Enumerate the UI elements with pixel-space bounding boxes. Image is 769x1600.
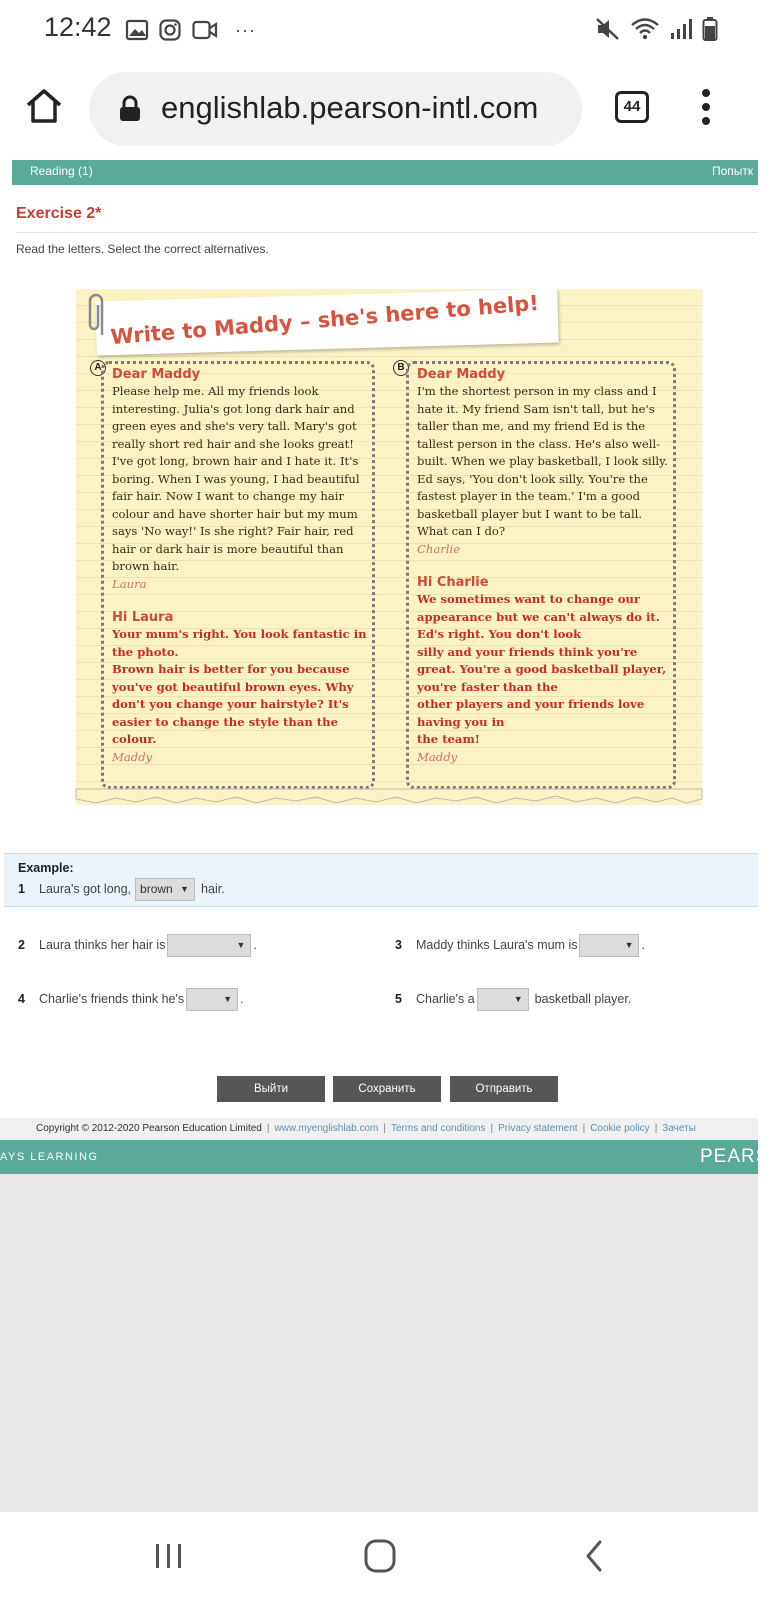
letter-b-badge: B xyxy=(393,360,409,376)
dropdown-arrow-icon: ▼ xyxy=(236,940,246,950)
letter-a-body: Please help me. All my friends look interesting. Julia's got long dark hair and green eyes and she's very tall. Mary's got really short red hair and she looks great! I've got long, brown hair and I hate it. It's boring. When I was young, I had beautiful fair hair. Now I want to change my hair colour and have shorter hair but my mum says 'No way!' Is she right? Fair hair, red hair or dark hair is more beautiful than brown hair. xyxy=(112,384,360,573)
dropdown-arrow-icon: ▼ xyxy=(624,940,634,950)
question-text-after: basketball player. xyxy=(534,992,632,1006)
reply-a-greeting: Hi Laura xyxy=(112,610,174,625)
torn-paper-edge xyxy=(76,789,702,807)
letter-b-body: I'm the shortest person in my class and I hate it. My friend Sam isn't tall, but he's taller than me, and my friend Ed is the tallest person in the class. He's also well-built. When we play basketball, I look silly. Ed says, 'You don't look silly. You're the fastest player in the team.' I'm a good basketball player but I want to be tall. What can I do? xyxy=(417,384,668,538)
section-title: Reading (1) xyxy=(30,164,93,178)
page-background xyxy=(0,1174,758,1512)
letter-b-greeting: Dear Maddy xyxy=(417,367,506,382)
site-link[interactable]: www.myenglishlab.com xyxy=(274,1123,379,1134)
example-number: 1 xyxy=(18,882,25,896)
copyright-text: Copyright © 2012-2020 Pearson Education Limited xyxy=(36,1123,262,1134)
footer-brand-bar xyxy=(0,1140,769,1174)
letter-b-signature: Charlie xyxy=(417,541,461,556)
question-number: 3 xyxy=(395,938,402,952)
more-notifications-icon: ··· xyxy=(235,19,256,40)
answer-select-3[interactable] xyxy=(579,934,639,957)
letter-b xyxy=(406,361,676,789)
reply-b-greeting: Hi Charlie xyxy=(417,575,489,590)
lock-icon xyxy=(119,96,141,122)
gallery-icon xyxy=(126,20,148,40)
example-text-before: Laura's got long, xyxy=(39,882,132,896)
system-icons xyxy=(595,16,718,42)
answer-select-4[interactable] xyxy=(186,988,238,1011)
letter-a-greeting: Dear Maddy xyxy=(112,367,201,382)
question-text-after: . xyxy=(641,938,645,952)
video-icon xyxy=(192,20,218,40)
reply-a-body: Your mum's right. You look fantastic in the photo. Brown hair is better for you because you've got beautiful brown eyes. Why don't you change your hairstyle? It's easier to change the style than the colour. xyxy=(112,627,367,746)
question-text-before: Maddy thinks Laura's mum is xyxy=(416,938,578,952)
letter-a-signature: Laura xyxy=(112,576,147,591)
letters-illustration xyxy=(76,289,702,809)
example-panel xyxy=(4,853,758,907)
wifi-icon xyxy=(630,17,660,41)
example-text-after: hair. xyxy=(201,882,225,896)
question-number: 4 xyxy=(18,992,25,1006)
footer-slogan: AYS LEARNING xyxy=(0,1151,99,1163)
paperclip-icon xyxy=(86,291,110,337)
browser-menu-icon[interactable] xyxy=(698,88,714,126)
tab-switcher-button[interactable]: 44 xyxy=(615,91,649,123)
back-icon[interactable] xyxy=(584,1540,604,1572)
exit-button[interactable]: Выйти xyxy=(217,1076,325,1102)
save-button[interactable]: Сохранить xyxy=(333,1076,441,1102)
home-nav-icon[interactable] xyxy=(364,1539,396,1573)
recent-apps-icon[interactable] xyxy=(154,1542,184,1570)
url-text: englishlab.pearson-intl.com xyxy=(161,90,539,125)
attempt-label: Попытк xyxy=(712,164,754,178)
submit-button[interactable]: Отправить xyxy=(450,1076,558,1102)
question-number: 5 xyxy=(395,992,402,1006)
question-text-before: Charlie's a xyxy=(416,992,475,1006)
exercise-title: Exercise 2* xyxy=(16,205,102,222)
credits-link[interactable]: Зачеты xyxy=(662,1123,696,1134)
privacy-link[interactable]: Privacy statement xyxy=(498,1123,578,1134)
example-select[interactable] xyxy=(135,878,195,901)
pearson-logo: PEARS xyxy=(700,1146,769,1167)
example-select-value: brown xyxy=(140,882,173,896)
exercise-instructions: Read the letters. Select the correct alternatives. xyxy=(16,242,269,256)
answer-select-5[interactable] xyxy=(477,988,529,1011)
reply-b-signature: Maddy xyxy=(417,749,458,764)
dropdown-arrow-icon: ▼ xyxy=(223,994,233,1004)
terms-link[interactable]: Terms and conditions xyxy=(391,1123,486,1134)
question-text-after: . xyxy=(253,938,257,952)
dropdown-arrow-icon: ▼ xyxy=(513,994,523,1004)
home-icon[interactable] xyxy=(24,86,64,126)
instagram-icon xyxy=(159,19,181,41)
battery-icon xyxy=(702,16,718,42)
question-4 xyxy=(18,986,244,1012)
dropdown-arrow-icon: ▼ xyxy=(180,884,190,894)
status-bar xyxy=(0,0,758,58)
example-label: Example: xyxy=(18,861,74,875)
question-text-before: Charlie's friends think he's xyxy=(39,992,185,1006)
status-time: 12:42 xyxy=(44,12,112,42)
mute-icon xyxy=(595,17,621,41)
section-header xyxy=(0,160,758,185)
cookie-link[interactable]: Cookie policy xyxy=(590,1123,650,1134)
notification-icons xyxy=(126,18,256,42)
question-5 xyxy=(395,986,631,1012)
browser-toolbar xyxy=(0,58,758,158)
title-divider xyxy=(16,232,758,233)
footer-links: Copyright © 2012-2020 Pearson Education Limited | www.myenglishlab.com | Terms and conditions | Privacy statement | Cookie policy | Зачеты xyxy=(0,1118,758,1140)
reply-a-signature: Maddy xyxy=(112,749,153,764)
question-number: 2 xyxy=(18,938,25,952)
letter-a-badge: A xyxy=(90,360,106,376)
reply-b-body: We sometimes want to change our appearance but we can't always do it. Ed's right. You don't look silly and your friends think you're great. You're a good basketball player, you're faster than the other players and your friends love having you in the team! xyxy=(417,592,667,746)
question-text-after: . xyxy=(240,992,244,1006)
question-text-before: Laura thinks her hair is xyxy=(39,938,166,952)
system-nav-bar xyxy=(0,1512,758,1600)
answer-select-2[interactable] xyxy=(167,934,251,957)
letter-a xyxy=(101,361,375,789)
question-2 xyxy=(18,932,257,958)
question-3 xyxy=(395,932,645,958)
address-bar[interactable] xyxy=(89,72,582,146)
banner-title: Write to Maddy – she's here to help! xyxy=(109,290,540,350)
example-row xyxy=(18,876,225,902)
signal-icon xyxy=(669,17,693,41)
